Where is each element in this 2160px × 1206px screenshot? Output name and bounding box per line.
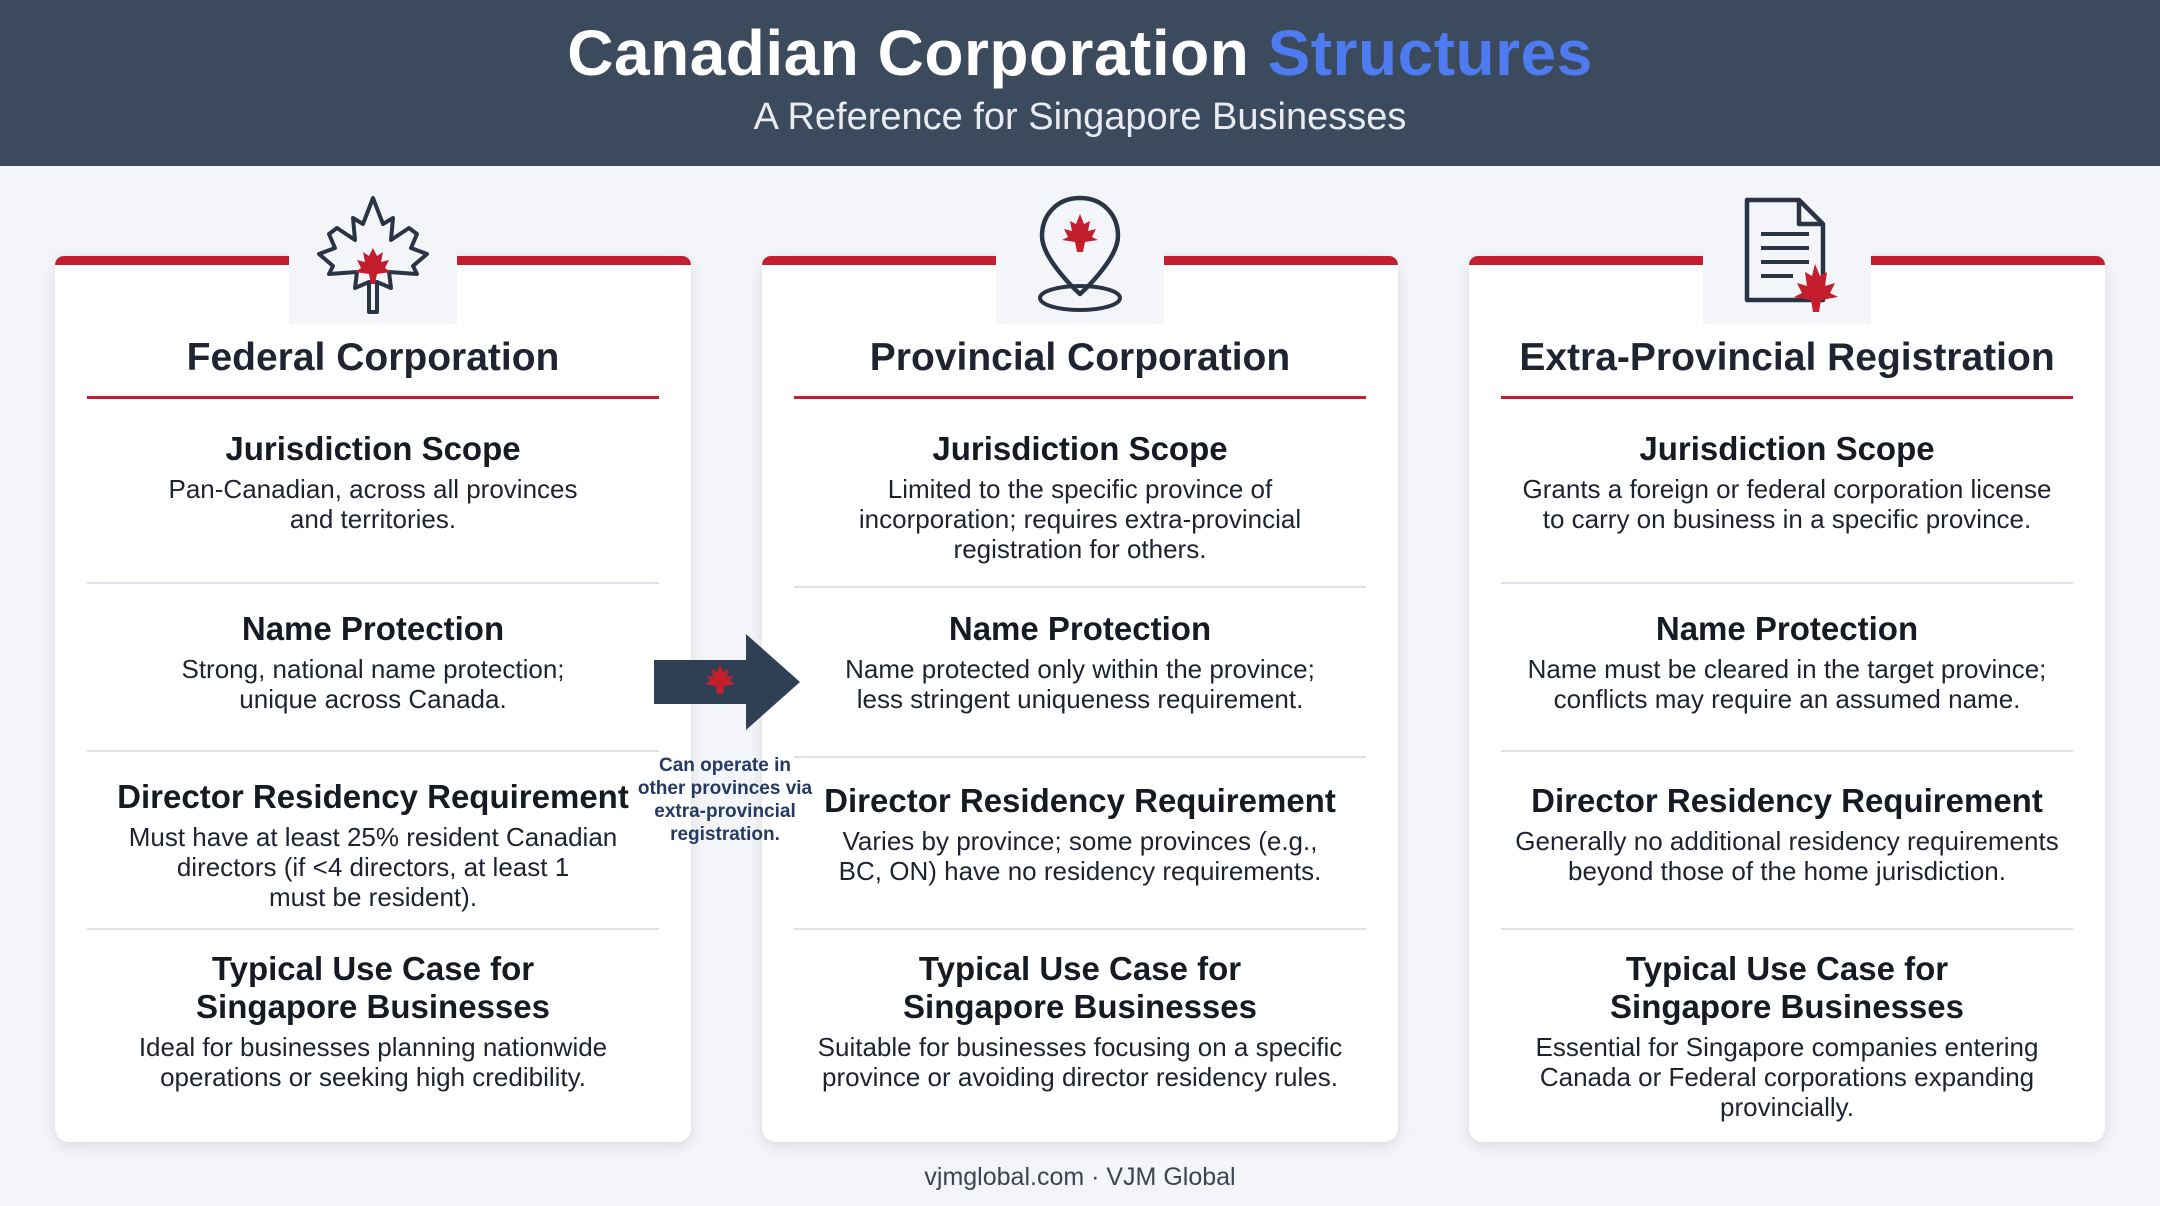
- section-divider: [1501, 928, 2073, 930]
- section-heading: Typical Use Case for Singapore Businesses: [196, 950, 550, 1025]
- section-name-protection: [1489, 610, 2085, 714]
- section-heading: Jurisdiction Scope: [932, 430, 1228, 467]
- arrow-caption: Can operate in other provinces via extra-provincial registration.: [637, 755, 813, 845]
- section-typical-use-case: [75, 950, 671, 1092]
- maple-leaf-icon: [289, 194, 457, 324]
- section-body: Generally no additional residency requirements beyond those of the home jurisdiction.: [1515, 826, 2059, 886]
- card-title: Federal Corporation: [186, 336, 560, 379]
- section-heading: Director Residency Requirement: [1531, 782, 2043, 819]
- section-heading: Name Protection: [948, 610, 1212, 647]
- title-divider: [794, 396, 1366, 399]
- header-banner: [0, 0, 2160, 166]
- section-jurisdiction-scope: [1489, 430, 2085, 534]
- card-title: Extra-Provincial Registration: [1519, 336, 2055, 379]
- document-icon: [1703, 194, 1871, 324]
- section-name-protection: [782, 610, 1378, 714]
- section-divider: [794, 586, 1366, 588]
- section-heading: Director Residency Requirement: [824, 782, 1336, 819]
- card-provincial-corporation: [762, 256, 1398, 1142]
- section-body: Must have at least 25% resident Canadian directors (if <4 directors, at least 1 must be resident).: [128, 822, 618, 912]
- section-divider: [794, 928, 1366, 930]
- section-body: Ideal for businesses planning nationwide operations or seeking high credibility.: [138, 1032, 608, 1092]
- section-body: Strong, national name protection; unique across Canada.: [181, 654, 565, 714]
- section-body: Grants a foreign or federal corporation license to carry on business in a specific province.: [1522, 474, 2052, 534]
- section-body: Pan-Canadian, across all provinces and territories.: [168, 474, 578, 534]
- section-director-residency: [75, 778, 671, 912]
- section-jurisdiction-scope: [782, 430, 1378, 564]
- card-extra-provincial-registration: [1469, 256, 2105, 1142]
- section-divider: [87, 582, 659, 584]
- section-divider: [87, 928, 659, 930]
- section-heading: Typical Use Case for Singapore Businesses: [903, 950, 1257, 1025]
- section-typical-use-case: [1489, 950, 2085, 1122]
- title-divider: [87, 396, 659, 399]
- title-accent: Structures: [1267, 17, 1593, 89]
- arrow-right-icon: [654, 632, 802, 737]
- section-body: Suitable for businesses focusing on a specific province or avoiding director residency rules.: [817, 1032, 1343, 1092]
- footer-credit: vjmglobal.com · VJM Global: [924, 1163, 1236, 1191]
- title-divider: [1501, 396, 2073, 399]
- section-divider: [87, 750, 659, 752]
- section-heading: Typical Use Case for Singapore Businesses: [1610, 950, 1964, 1025]
- section-heading: Jurisdiction Scope: [1639, 430, 1935, 467]
- section-body: Limited to the specific province of incorporation; requires extra-provincial registration for others.: [858, 474, 1302, 564]
- page-title: [0, 16, 2160, 90]
- section-body: Varies by province; some provinces (e.g., BC, ON) have no residency requirements.: [838, 826, 1322, 886]
- section-director-residency: [782, 782, 1378, 886]
- section-heading: Director Residency Requirement: [117, 778, 629, 815]
- location-pin-icon: [996, 194, 1164, 324]
- page-subtitle: A Reference for Singapore Businesses: [753, 96, 1407, 138]
- card-title: Provincial Corporation: [869, 336, 1291, 379]
- title-main: Canadian Corporation: [567, 17, 1250, 89]
- section-director-residency: [1489, 782, 2085, 886]
- card-federal-corporation: [55, 256, 691, 1142]
- section-body: Name must be cleared in the target province; conflicts may require an assumed name.: [1527, 654, 2047, 714]
- section-heading: Name Protection: [1655, 610, 1919, 647]
- section-divider: [1501, 582, 2073, 584]
- section-typical-use-case: [782, 950, 1378, 1092]
- section-heading: Jurisdiction Scope: [225, 430, 521, 467]
- section-heading: Name Protection: [241, 610, 505, 647]
- section-body: Name protected only within the province; less stringent uniqueness requirement.: [845, 654, 1315, 714]
- section-jurisdiction-scope: [75, 430, 671, 534]
- section-divider: [1501, 750, 2073, 752]
- section-body: Essential for Singapore companies entering Canada or Federal corporations expanding provincially.: [1535, 1032, 2039, 1122]
- section-name-protection: [75, 610, 671, 714]
- section-divider: [794, 756, 1366, 758]
